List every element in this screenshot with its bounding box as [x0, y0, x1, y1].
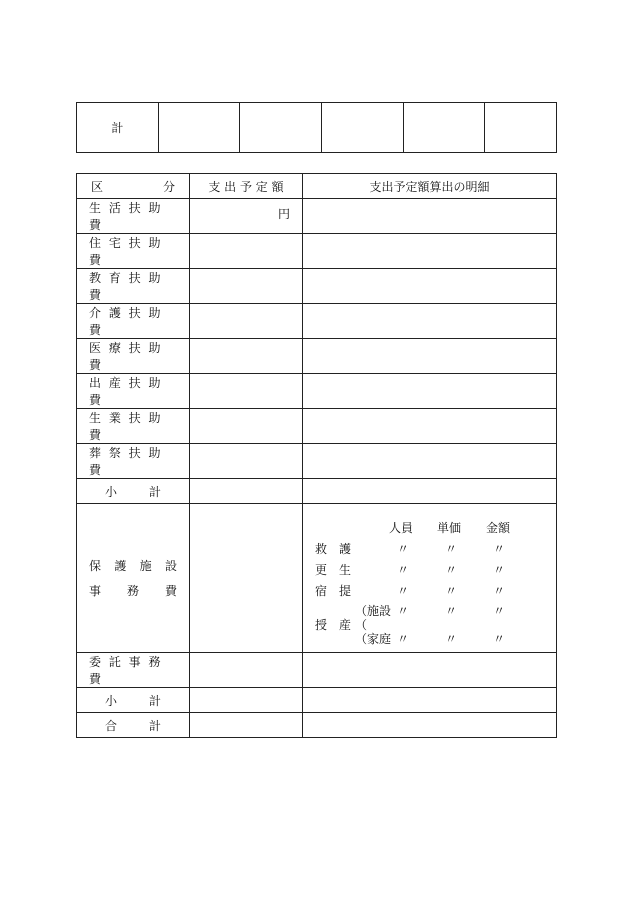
- detail-cell: [303, 479, 557, 504]
- detail-cell: [303, 444, 557, 479]
- header-detail: 支出予定額算出の明細: [303, 174, 557, 199]
- detail-header-unit-price: 単価: [437, 521, 462, 535]
- detail-cell: [303, 653, 557, 688]
- amount-cell: [190, 234, 303, 269]
- detail-cell: [303, 304, 557, 339]
- subtotal-row: [77, 688, 557, 713]
- shisetsu-char: 設: [164, 559, 177, 573]
- amount-cell: [190, 199, 303, 234]
- detail-cell: [303, 339, 557, 374]
- detail-cell: [303, 713, 557, 738]
- row-label-value: 教 育 扶 助 費: [89, 271, 163, 302]
- amount-cell: [190, 653, 303, 688]
- row-label-value: 住 宅 扶 助 費: [89, 236, 163, 267]
- detail-cell: [303, 374, 557, 409]
- amount-cell: [190, 444, 303, 479]
- subtotal-char: 小: [105, 693, 118, 708]
- table-row: [77, 269, 557, 304]
- unit-label: 円: [277, 207, 290, 221]
- ditto-mark: 〃: [493, 563, 506, 577]
- amount-cell: [190, 409, 303, 444]
- shisetsu-label: [77, 504, 190, 653]
- ditto-mark: 〃: [445, 563, 458, 577]
- subtotal-label: [77, 688, 190, 713]
- detail-cell: [303, 234, 557, 269]
- detail-header-staff: 人員: [389, 521, 414, 535]
- header-category: [77, 174, 190, 199]
- row-label-value: 介 護 扶 助 費: [89, 306, 163, 337]
- ditto-mark: 〃: [397, 542, 410, 556]
- amount-cell: [190, 504, 303, 653]
- detail-row-label: 授 産: [315, 618, 352, 632]
- row-label: [77, 444, 190, 479]
- amount-cell: [190, 688, 303, 713]
- ditto-mark: 〃: [397, 632, 410, 646]
- detail-row-label: 宿 提: [315, 584, 352, 598]
- table-row: [77, 339, 557, 374]
- row-label-value: 出 産 扶 助 費: [89, 376, 163, 407]
- amount-cell: [190, 304, 303, 339]
- detail-cell: [303, 688, 557, 713]
- shisetsu-detail: [303, 504, 556, 652]
- ditto-mark: 〃: [493, 584, 506, 598]
- total-char: 計: [148, 718, 161, 733]
- subtotal-char: 計: [148, 484, 161, 499]
- detail-header-amount: 金額: [486, 521, 511, 535]
- header-category-char: 区: [91, 179, 104, 194]
- detail-row-label: 更 生: [315, 563, 352, 577]
- table-row: [77, 374, 557, 409]
- ditto-mark: 〃: [445, 632, 458, 646]
- ditto-mark: 〃: [493, 542, 506, 556]
- row-label-value: 生 活 扶 助 費: [89, 201, 163, 232]
- row-label-text: [77, 199, 189, 233]
- row-label: [77, 304, 190, 339]
- detail-cell: [303, 269, 557, 304]
- row-label: [77, 339, 190, 374]
- shisetsu-char: 費: [164, 584, 177, 598]
- row-label-value: 委 託 事 務 費: [89, 655, 163, 686]
- ditto-mark: 〃: [445, 542, 458, 556]
- row-label: [77, 234, 190, 269]
- ditto-mark: 〃: [397, 584, 410, 598]
- detail-sub-label: （家庭: [355, 632, 392, 646]
- row-label-value: 医 療 扶 助 費: [89, 341, 163, 372]
- amount-cell: [190, 479, 303, 504]
- shisetsu-char: 施: [139, 559, 152, 573]
- expenditure-table: [76, 173, 557, 738]
- total-row: [77, 713, 557, 738]
- subtotal-char: 小: [105, 484, 118, 499]
- shisetsu-char: 保: [89, 559, 102, 573]
- shisetsu-char: 務: [126, 584, 139, 598]
- table-row: [77, 653, 557, 688]
- summary-cell: [485, 103, 557, 153]
- shisetsu-char: 護: [114, 559, 127, 573]
- summary-table: [76, 102, 557, 153]
- shisetsu-line2: [77, 582, 189, 599]
- summary-label: 計: [77, 103, 159, 153]
- ditto-mark: 〃: [445, 584, 458, 598]
- ditto-mark: 〃: [397, 563, 410, 577]
- summary-cell: [403, 103, 485, 153]
- header-category-char: 分: [162, 179, 175, 194]
- row-label-value: 葬 祭 扶 助 費: [89, 446, 163, 477]
- detail-cell: [303, 199, 557, 234]
- summary-row: [77, 103, 557, 153]
- row-label-value: 生 業 扶 助 費: [89, 411, 163, 442]
- table-row: [77, 304, 557, 339]
- summary-cell: [240, 103, 322, 153]
- amount-cell: [190, 269, 303, 304]
- total-label: [77, 713, 190, 738]
- subtotal-row: [77, 479, 557, 504]
- amount-cell: [190, 374, 303, 409]
- shisetsu-row: [77, 504, 557, 653]
- table-row: [77, 199, 557, 234]
- shisetsu-char: 事: [89, 584, 102, 598]
- summary-cell: [158, 103, 240, 153]
- row-label: [77, 269, 190, 304]
- row-label: [77, 653, 190, 688]
- detail-cell: [303, 409, 557, 444]
- shisetsu-line1: [77, 557, 189, 574]
- table-row: [77, 409, 557, 444]
- detail-paren: （: [355, 618, 368, 632]
- shisetsu-detail-cell: [303, 504, 557, 653]
- summary-cell: [322, 103, 404, 153]
- header-row: [77, 174, 557, 199]
- total-char: 合: [105, 718, 118, 733]
- row-label: [77, 374, 190, 409]
- table-row: [77, 444, 557, 479]
- row-label: [77, 409, 190, 444]
- row-label: [77, 199, 190, 234]
- detail-row-label: 救 護: [315, 542, 352, 556]
- ditto-mark: 〃: [445, 604, 458, 618]
- subtotal-char: 計: [148, 693, 161, 708]
- table-row: [77, 234, 557, 269]
- header-amount: 支 出 予 定 額: [190, 174, 303, 199]
- amount-cell: [190, 339, 303, 374]
- ditto-mark: 〃: [493, 632, 506, 646]
- subtotal-label: [77, 479, 190, 504]
- ditto-mark: 〃: [493, 604, 506, 618]
- detail-sub-label: （施設: [355, 604, 392, 618]
- ditto-mark: 〃: [397, 604, 410, 618]
- amount-cell: [190, 713, 303, 738]
